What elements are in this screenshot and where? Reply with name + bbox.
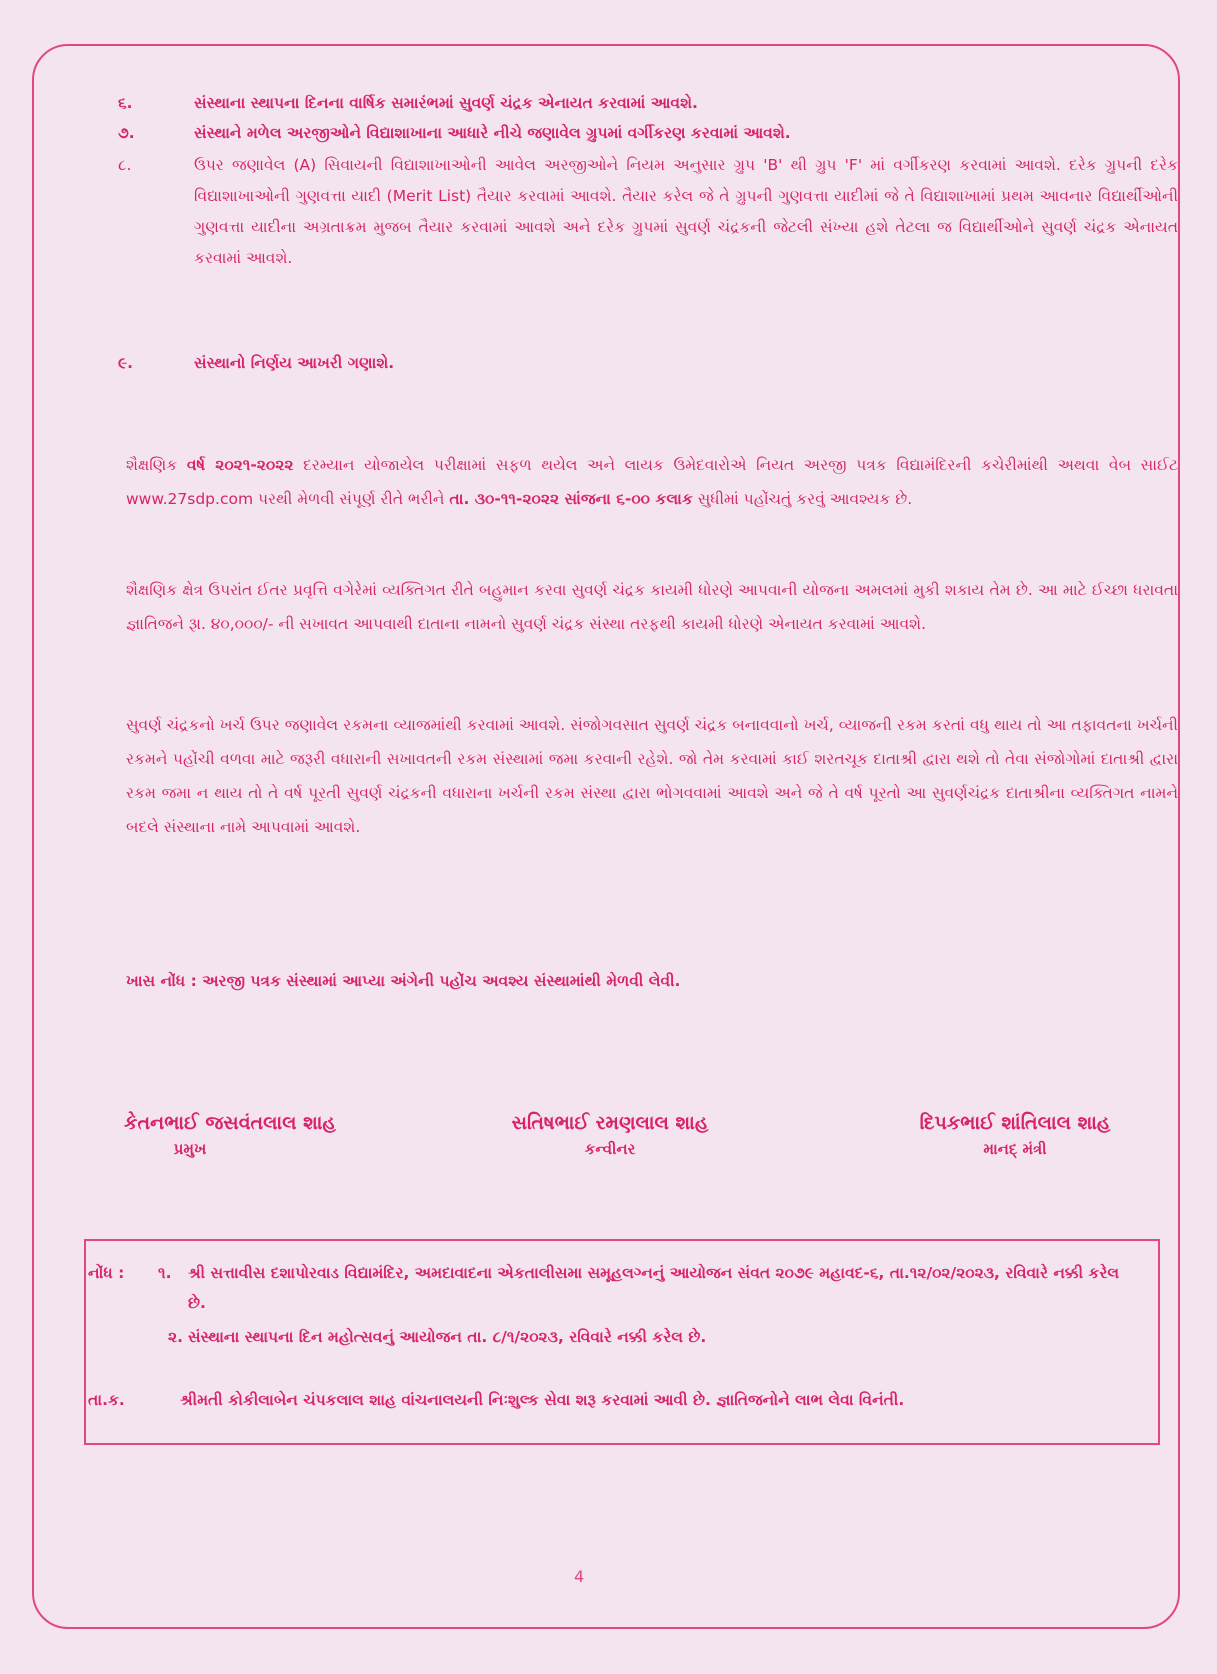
list-item bbox=[118, 348, 1178, 378]
list-item bbox=[118, 150, 1178, 274]
signatory-secretary bbox=[860, 1112, 1170, 1158]
signatory-title: પ્રમુખ bbox=[173, 1140, 207, 1158]
item-text: સંસ્થાનો નિર્ણય આખરી ગણાશે. bbox=[194, 354, 395, 372]
item-number: ૭. bbox=[118, 124, 135, 142]
signatory-convener bbox=[460, 1112, 760, 1158]
para1-year: વર્ષ ૨૦૨૧-૨૦૨૨ bbox=[186, 456, 294, 474]
note-text: શ્રી સત્તાવીસ દશાપોરવાડ વિદ્યામંદિર, અમદાવાદના એકતાલીસમા સમૂહલગ્નનું આયોજન સંવત ૨૦૭૯ મહાવદ-૬, તા.૧૨/૦૨/૨૦૨૩, રવિવારે નક્કી કરેલ છે. bbox=[188, 1264, 1120, 1312]
signatory-president bbox=[80, 1112, 380, 1158]
list-item bbox=[118, 118, 1178, 148]
para1-text-c: દરમ્યાન યોજાયેલ પરીક્ષામાં સફળ થયેલ અને લાયક ઉમેદવારોએ નિયત અરજી પત્રક વિદ્યામંદિરની કચેરીમાંથી અથવા વેબ સાઈટ www.27sdp.com પરથી મેળવી સંપૂર્ણ રીતે ભરીને bbox=[126, 456, 1178, 508]
item-text: સંસ્થાના સ્થાપના દિનના વાર્ષિક સમારંભમાં સુવર્ણ ચંદ્રક એનાયત કરવામાં આવશે. bbox=[194, 94, 698, 112]
expense-paragraph: સુવર્ણ ચંદ્રકનો ખર્ચ ઉપર જણાવેલ રકમના વ્યાજમાંથી કરવામાં આવશે. સંજોગવસાત સુવર્ણ ચંદ્રક બનાવવાનો ખર્ચ, વ્યાજની રકમ કરતાં વધુ થાય તો આ તફાવતના ખર્ચની રકમને પહોંચી વળવા માટે જરૂરી વધારાની સખાવતની રકમ સંસ્થામાં જમા કરવાની રહેશે. જો તેમ કરવામાં કાઈ શરતચૂક દાતાશ્રી દ્વારા થશે તો તેવા સંજોગોમાં દાતાશ્રી દ્વારા રકમ જમા ન થાય તો તે વર્ષ પૂરતી સુવર્ણ ચંદ્રકની વધારાના ખર્ચની રકમ સંસ્થા દ્વારા ભોગવવામાં આવશે અને જે તે વર્ષ પૂરતો આ સુવર્ણચંદ્રક દાતાશ્રીના વ્યક્તિગત નામને બદલે સંસ્થાના નામે આપવામાં આવશે. bbox=[126, 716, 1178, 836]
item-number: ૬. bbox=[118, 94, 133, 112]
pk-label: તા.ક. bbox=[88, 1391, 125, 1409]
item-number: ૯. bbox=[118, 354, 134, 372]
item-number: ૮. bbox=[118, 156, 132, 174]
signatory-name: કેતનભાઈ જસવંતલાલ શાહ bbox=[124, 1112, 336, 1134]
note-text: સંસ્થાના સ્થાપના દિન મહોત્સવનું આયોજન તા. ૮/૧/૨૦૨૩, રવિવારે નક્કી કરેલ છે. bbox=[188, 1328, 707, 1346]
list-item bbox=[118, 88, 1178, 118]
para1-text-e: સુધીમાં પહોંચતું કરવું આવશ્યક છે. bbox=[692, 490, 913, 508]
para1-deadline: તા. ૩૦-૧૧-૨૦૨૨ સાંજના ૬-૦૦ કલાક bbox=[449, 490, 693, 508]
submission-paragraph bbox=[126, 448, 1178, 516]
special-note: ખાસ નોંધ : અરજી પત્રક સંસ્થામાં આપ્યા અંગેની પહોંચ અવશ્ય સંસ્થામાંથી મેળવી લેવી. bbox=[126, 972, 681, 990]
notes-label: નોંધ : bbox=[88, 1264, 125, 1282]
signatory-title: કન્વીનર bbox=[584, 1140, 636, 1158]
signatory-name: સતિષભાઈ રમણલાલ શાહ bbox=[511, 1112, 709, 1134]
item-text: સંસ્થાને મળેલ અરજીઓને વિદ્યાશાખાના આધારે નીચે જણાવેલ ગ્રુપમાં વર્ગીકરણ કરવામાં આવશે. bbox=[194, 124, 791, 142]
note-number: ૨. bbox=[168, 1328, 183, 1346]
pk-text: શ્રીમતી કોકીલાબેન ચંપકલાલ શાહ વાંચનાલયની નિઃશુલ્ક સેવા શરૂ કરવામાં આવી છે. જ્ઞાતિજનોને લાભ લેવા વિનંતી. bbox=[180, 1391, 905, 1409]
para1-text-a: શૈક્ષણિક bbox=[126, 456, 187, 474]
page-number: 4 bbox=[574, 1567, 585, 1586]
note-number: ૧. bbox=[158, 1264, 172, 1282]
signatory-name: દિપકભાઈ શાંતિલાલ શાહ bbox=[919, 1112, 1111, 1134]
item-text: ઉપર જણાવેલ (A) સિવાયની વિદ્યાશાખાઓની આવેલ અરજીઓને નિયમ અનુસાર ગ્રુપ 'B' થી ગ્રુપ 'F' માં વર્ગીકરણ કરવામાં આવશે. દરેક ગ્રુપની દરેક વિદ્યાશાખાઓની ગુણવત્તા યાદી (Merit List) તૈયાર કરવામાં આવશે. તૈયાર કરેલ જે તે ગ્રુપની ગુણવત્તા યાદીમાં જે તે વિદ્યાશાખામાં પ્રથમ આવનાર વિદ્યાર્થીઓની ગુણવત્તા યાદીના અગ્રતાક્રમ મુજબ તૈયાર કરવામાં આવશે અને દરેક ગ્રુપમાં સુવર્ણ ચંદ્રકની જેટલી સંખ્યા હશે તેટલા જ વિદ્યાર્થીઓને સુવર્ણ ચંદ્રક એનાયત કરવામાં આવશે. bbox=[194, 156, 1178, 267]
signatory-title: માનદ્ મંત્રી bbox=[983, 1140, 1047, 1158]
donation-paragraph: શૈક્ષણિક ક્ષેત્ર ઉપરાંત ઈતર પ્રવૃત્તિ વગેરેમાં વ્યક્તિગત રીતે બહુમાન કરવા સુવર્ણ ચંદ્રક કાયમી ધોરણે આપવાની યોજના અમલમાં મુકી શકાય તેમ છે. આ માટે ઈચ્છા ધરાવતા જ્ઞાતિજને રૂા. ૪૦,૦૦૦/- ની સખાવત આપવાથી દાતાના નામનો સુવર્ણ ચંદ્રક સંસ્થા તરફથી કાયમી ધોરણે એનાયત કરવામાં આવશે. bbox=[126, 581, 1178, 633]
